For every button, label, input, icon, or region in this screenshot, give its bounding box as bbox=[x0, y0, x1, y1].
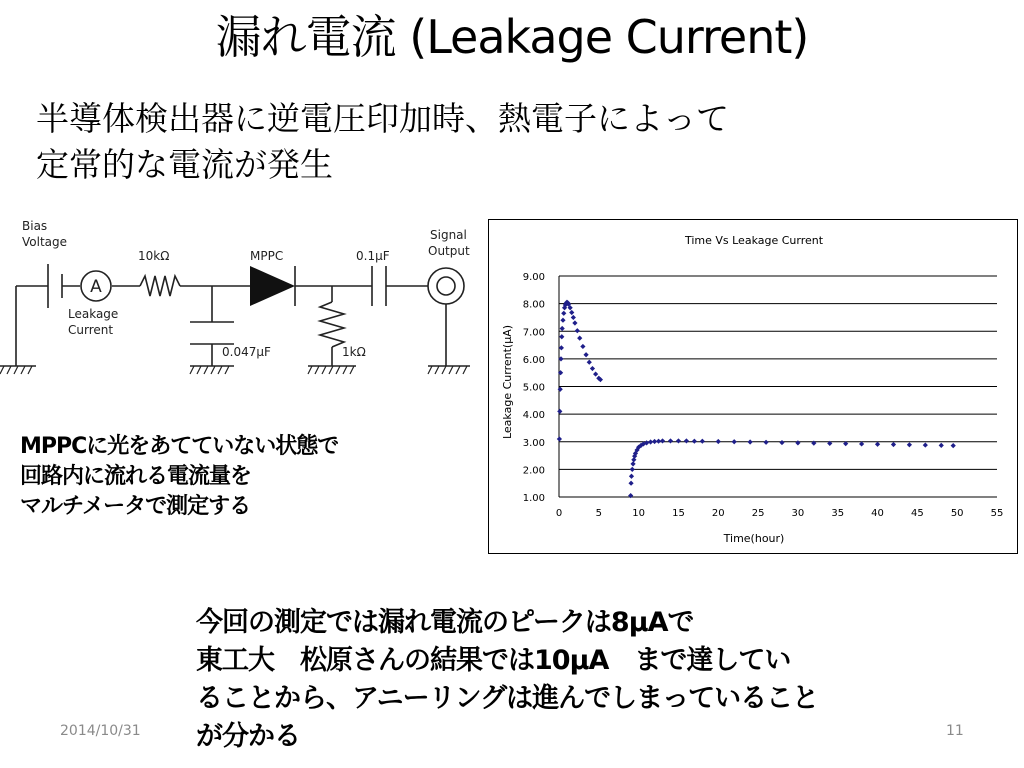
y-tick-label: 4.00 bbox=[522, 410, 545, 422]
data-point bbox=[660, 438, 665, 443]
x-tick-label: 25 bbox=[751, 508, 765, 519]
x-tick-label: 10 bbox=[632, 508, 646, 519]
leakage-label: Current bbox=[68, 323, 114, 337]
y-tick-label: 1.00 bbox=[522, 493, 545, 504]
x-axis-label: Time(hour) bbox=[723, 532, 785, 545]
data-point bbox=[923, 442, 928, 447]
y-tick-label: 5.00 bbox=[522, 382, 545, 394]
data-point bbox=[951, 443, 956, 448]
data-point bbox=[628, 481, 633, 486]
x-tick-label: 45 bbox=[910, 508, 924, 519]
data-point bbox=[763, 440, 768, 445]
x-tick-label: 40 bbox=[871, 508, 884, 519]
data-point bbox=[700, 439, 705, 444]
data-point bbox=[795, 440, 800, 445]
data-point bbox=[732, 439, 737, 444]
conclusion-line: ることから、アニーリングは進んでしまっていること bbox=[196, 683, 819, 714]
x-tick-label: 5 bbox=[595, 508, 603, 519]
diode-symbol bbox=[250, 266, 295, 306]
cap-01uf-label: 0.1μF bbox=[356, 249, 390, 263]
data-point bbox=[569, 310, 574, 315]
leakage-label: Leakage bbox=[68, 307, 119, 321]
data-point bbox=[557, 436, 562, 441]
data-point bbox=[572, 320, 577, 325]
note-line: MPPCに光をあてていない状態で bbox=[20, 434, 339, 459]
leakage-chart bbox=[488, 219, 1018, 554]
y-axis-label: Leakage Current(μA) bbox=[501, 324, 514, 440]
data-point bbox=[939, 443, 944, 448]
data-point bbox=[668, 438, 673, 443]
mppc-label: MPPC bbox=[250, 249, 284, 263]
signal-label: Signal bbox=[430, 228, 467, 242]
bias-label: Voltage bbox=[22, 235, 68, 249]
data-point bbox=[571, 315, 576, 320]
x-tick-label: 50 bbox=[950, 508, 964, 519]
data-point bbox=[590, 366, 595, 371]
lead-line: 半導体検出器に逆電圧印加時、熱電子によって bbox=[36, 99, 729, 138]
x-tick-label: 35 bbox=[831, 508, 845, 519]
data-point bbox=[560, 318, 565, 323]
resistor-1k-label: 1kΩ bbox=[342, 345, 366, 359]
y-tick-label: 7.00 bbox=[522, 327, 545, 339]
y-tick-label: 9.00 bbox=[522, 272, 545, 283]
data-point bbox=[684, 438, 689, 443]
data-point bbox=[676, 438, 681, 443]
data-point bbox=[587, 360, 592, 365]
data-point bbox=[716, 439, 721, 444]
data-point bbox=[559, 345, 564, 350]
chart-title: Time Vs Leakage Current bbox=[684, 234, 824, 247]
y-tick-label: 2.00 bbox=[522, 465, 545, 477]
conclusion-line: 東工大 松原さんの結果では10μA まで達してい bbox=[196, 645, 791, 676]
y-tick-label: 6.00 bbox=[522, 354, 545, 366]
data-point bbox=[629, 474, 634, 479]
data-point bbox=[875, 442, 880, 447]
measurement-note bbox=[20, 432, 460, 522]
resistor-10k-label: 10kΩ bbox=[138, 249, 170, 263]
footer-date: 2014/10/31 bbox=[60, 723, 141, 739]
x-tick-label: 55 bbox=[990, 508, 1004, 519]
data-point bbox=[648, 439, 653, 444]
note-line: マルチメータで測定する bbox=[20, 494, 251, 519]
slide-title: 漏れ電流 (Leakage Current) bbox=[215, 10, 809, 64]
data-point bbox=[630, 467, 635, 472]
data-point bbox=[748, 439, 753, 444]
data-point bbox=[692, 439, 697, 444]
conclusion-line: が分かる bbox=[196, 721, 300, 752]
y-tick-label: 8.00 bbox=[522, 299, 545, 311]
data-point bbox=[575, 328, 580, 333]
note-line: 回路内に流れる電流量を bbox=[20, 464, 252, 489]
cap-0047uf-label: 0.047μF bbox=[222, 345, 271, 359]
data-point bbox=[559, 334, 564, 339]
conclusion-line: 今回の測定では漏れ電流のピークは8μAで bbox=[196, 607, 694, 638]
ammeter-label: A bbox=[90, 277, 102, 297]
lead-text bbox=[36, 96, 896, 188]
data-point bbox=[577, 336, 582, 341]
data-point bbox=[557, 409, 562, 414]
data-point bbox=[560, 326, 565, 331]
data-point bbox=[630, 461, 635, 466]
data-point bbox=[779, 440, 784, 445]
data-point bbox=[580, 344, 585, 349]
x-tick-label: 15 bbox=[672, 508, 685, 519]
data-point bbox=[561, 311, 566, 316]
x-tick-label: 30 bbox=[791, 508, 805, 519]
conclusion-text bbox=[196, 604, 956, 756]
x-tick-label: 20 bbox=[711, 508, 725, 519]
data-point bbox=[583, 352, 588, 357]
bias-label: Bias bbox=[22, 219, 48, 233]
x-tick-label: 0 bbox=[555, 508, 563, 519]
data-point bbox=[907, 442, 912, 447]
data-point bbox=[593, 371, 598, 376]
data-point bbox=[891, 442, 896, 447]
signal-label: Output bbox=[428, 244, 470, 258]
page-number: 11 bbox=[946, 723, 964, 739]
data-point bbox=[558, 387, 563, 392]
chart-plot bbox=[489, 220, 1017, 553]
circuit-diagram bbox=[0, 214, 480, 394]
y-tick-label: 3.00 bbox=[522, 437, 545, 449]
lead-line: 定常的な電流が発生 bbox=[36, 145, 333, 184]
